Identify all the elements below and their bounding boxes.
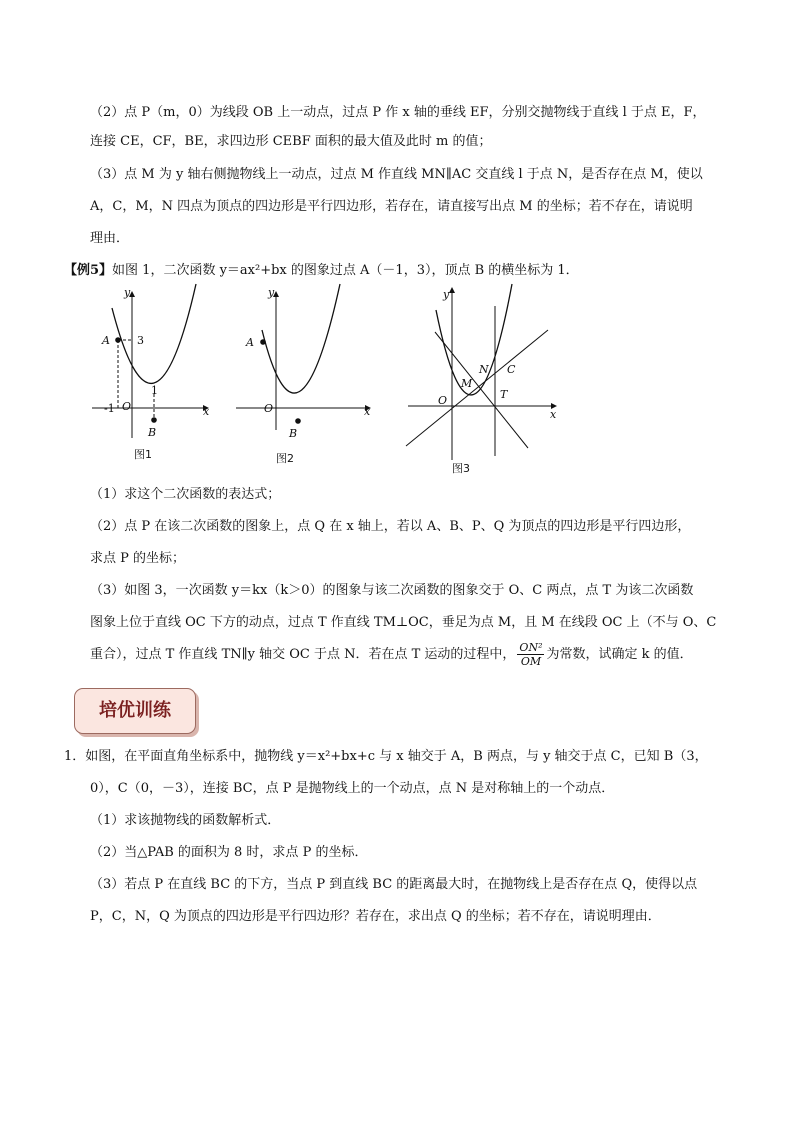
fig3-label-y: y [443, 288, 450, 301]
practice1-line1: 1．如图，在平面直角坐标系中，抛物线 y＝x²+bx+c 与 x 轴交于 A，B 两点，与 y 轴交于点 C，已知 B（3， [64, 749, 708, 764]
fig2-label-y: y [268, 286, 275, 299]
fig1-label-y: y [124, 286, 131, 299]
example5-q2-line1: （2）点 P 在该二次函数的图象上，点 Q 在 x 轴上，若以 A、B、P、Q 为顶点的四边形是平行四边形， [90, 519, 691, 534]
example5-tag: 【例5】 [64, 263, 113, 278]
prev-q3-line3: 理由． [90, 231, 130, 246]
fig2-point-B [295, 418, 301, 424]
fig3-label-M: M [461, 377, 473, 390]
practice1-q3-line1: （3）若点 P 在直线 BC 的下方，当点 P 到直线 BC 的距离最大时，在抛物线上是否存在点 Q，使得以点 [90, 877, 698, 892]
example5-q1: （1）求这个二次函数的表达式； [90, 487, 281, 502]
figure-2 [236, 284, 371, 465]
fraction-denominator: OM [520, 655, 542, 668]
example5-q2-line2: 求点 P 的坐标； [90, 551, 186, 566]
fig2-label-A: A [246, 336, 254, 349]
figures [90, 280, 570, 480]
fig3-line-TM [435, 332, 528, 448]
prev-q3-line2: A，C，M，N 四点为顶点的四边形是平行四边形，若存在，请直接写出点 M 的坐标；若不存在，请说明 [90, 199, 693, 214]
fig3-label-O: O [438, 394, 448, 407]
fig1-label-B: B [148, 426, 157, 439]
fig1-tick-1: 1 [151, 384, 158, 397]
fig1-label-x: x [203, 405, 210, 418]
practice1-q1: （1）求该抛物线的函数解析式． [90, 813, 281, 828]
example5-q3-line1: （3）如图 3，一次函数 y＝kx（k＞0）的图象与该二次函数的图象交于 O、C 两点，点 T 为该二次函数 [90, 583, 694, 598]
example5-intro [64, 262, 579, 280]
practice1-q3-line2: P，C，N，Q 为顶点的四边形是平行四边形？若存在，求出点 Q 的坐标；若不存在，请说明理由． [90, 909, 661, 924]
figure-1 [92, 284, 210, 461]
example5-q3-line3-b: 为常数，试确定 k 的值． [546, 647, 693, 662]
prev-q3-line1: （3）点 M 为 y 轴右侧抛物线上一动点，过点 M 作直线 MN∥AC 交直线 l 于点 N，是否存在点 M，使以 [90, 167, 703, 182]
fig3-label-N: N [479, 363, 489, 376]
example5-q3-line3-a: 重合），过点 T 作直线 TN∥y 轴交 OC 于点 N．若在点 T 运动的过程中， [90, 647, 516, 662]
example5-q3-line3 [90, 640, 693, 670]
fig2-label-O: O [264, 402, 274, 415]
fig3-label-C: C [507, 363, 516, 376]
practice1-line2: 0），C（0，－3），连接 BC，点 P 是抛物线上的一个动点，点 N 是对称轴上的一个动点． [90, 781, 615, 796]
fig3-line-OC [406, 330, 548, 446]
fig1-label-A: A [102, 334, 110, 347]
fig3-caption: 图3 [452, 462, 470, 475]
fig2-label-B: B [289, 427, 298, 440]
figure-3 [406, 284, 557, 475]
fig1-tick-3: 3 [137, 334, 144, 347]
fraction-numerator: ON² [519, 641, 543, 654]
fig2-label-x: x [364, 405, 371, 418]
fig1-point-A [115, 337, 121, 343]
fig1-label-O: O [122, 400, 132, 413]
fig2-caption: 图2 [276, 452, 294, 465]
section-badge: 培优训练 [74, 688, 196, 734]
example5-intro-text: 如图 1，二次函数 y＝ax²+bx 的图象过点 A（－1，3），顶点 B 的横坐标为 1． [112, 263, 579, 278]
prev-q2-line1: （2）点 P（m，0）为线段 OB 上一动点，过点 P 作 x 轴的垂线 EF，分别交抛物线于直线 l 于点 E，F， [90, 105, 706, 120]
fig1-caption: 图1 [134, 448, 152, 461]
fig2-parabola [262, 284, 340, 393]
example5-q3-line2: 图象上位于直线 OC 下方的动点，过点 T 作直线 TM⊥OC，垂足为点 M，且 M 在线段 OC 上（不与 O、C [90, 615, 717, 630]
fig1-tick-neg1: -1 [104, 402, 115, 415]
prev-q2-line2: 连接 CE，CF，BE，求四边形 CEBF 面积的最大值及此时 m 的值； [90, 134, 492, 149]
ratio-fraction [517, 641, 544, 668]
fig2-point-A [260, 339, 266, 345]
fig3-label-x: x [550, 408, 557, 421]
practice1-q2: （2）当△PAB 的面积为 8 时，求点 P 的坐标． [90, 845, 368, 860]
fig3-label-T: T [500, 388, 508, 401]
fig1-point-B [151, 417, 157, 423]
